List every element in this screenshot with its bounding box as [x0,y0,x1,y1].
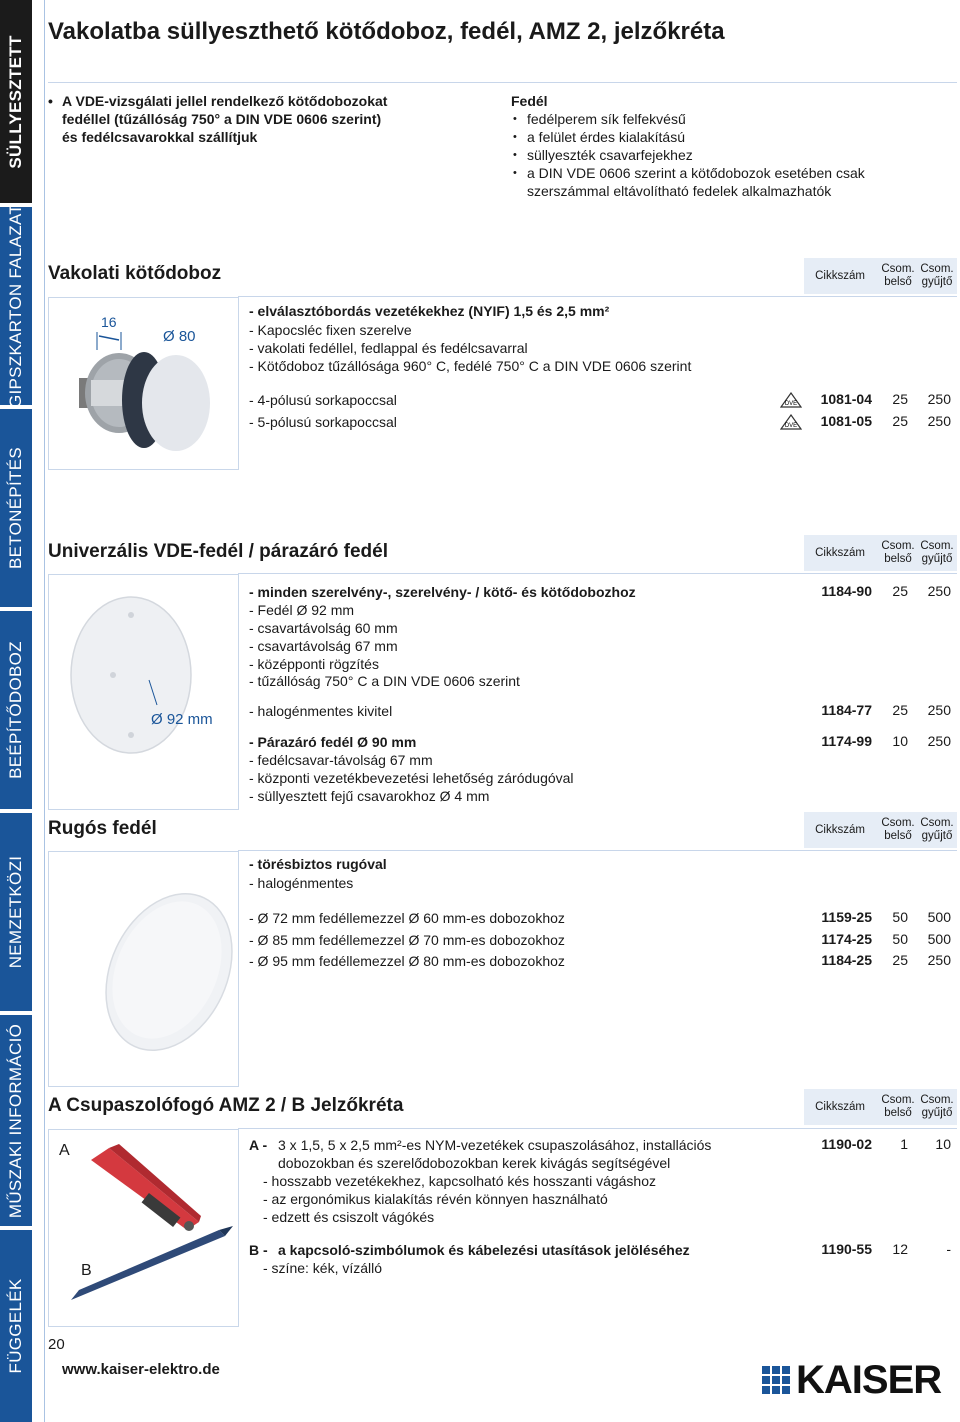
spec-line: - csavartávolság 67 mm [249,638,398,654]
image-label-a: A [59,1142,70,1159]
header-csom-belso [880,263,916,289]
item-prefix: A - [249,1137,268,1153]
kaiser-logo [762,1358,942,1407]
fedel-heading: Fedél [511,93,548,109]
item-prefix: B - [249,1242,268,1258]
feature-item: • süllyeszték csavarfejekhez [511,146,951,164]
spec-line: a kapcsoló-szimbólumok és kábelezési utasítások jelöléséhez [278,1242,690,1258]
header-cikkszam: Cikkszám [815,270,865,282]
product-image-rugos-fedel [48,851,239,1087]
article-code: 1159-25 [821,909,872,925]
section-title-univerzalis-fedel: Univerzális VDE-fedél / párazáró fedél [48,541,389,562]
spec-line: - az ergonómikus kialakítás révén könnyen használható [263,1191,608,1207]
spec-line: - színe: kék, vízálló [263,1260,383,1276]
pack-outer: 250 [927,583,951,599]
image-label-b: B [81,1262,92,1279]
spring-cover-illustration [49,852,238,1086]
spec-line: - Kötődoboz tűzállósága 960° C, fedélé 750° C a DIN VDE 0606 szerint [249,358,692,374]
article-code: 1174-99 [821,733,872,749]
feature-item: • fedélperem sík felfekvésű [511,110,951,128]
product-image-kotodoboz [48,297,239,470]
pack-inner: 25 [892,391,908,407]
tab-label: FÜGGELÉK [6,1278,25,1374]
product-row-text: - Ø 95 mm fedéllemezzel Ø 80 mm-es dobozokhoz [249,953,565,969]
cover-illustration [49,575,238,809]
article-code: 1081-05 [820,413,872,429]
page-title: Vakolatba süllyeszthető kötődoboz, fedél, AMZ 2, jelzőkréta [48,18,725,45]
article-code: 1081-04 [820,391,872,407]
article-code: 1184-25 [821,952,872,968]
pack-outer: 10 [935,1136,951,1152]
product-image-fogo-kreta [48,1129,239,1327]
tab-beepitodoboz[interactable] [0,611,32,809]
spec-line: - törésbiztos rugóval [249,856,387,872]
spec-line: - vakolati fedéllel, fedlappal és fedélcsavarral [249,340,528,356]
junction-box-illustration [49,298,238,469]
product-row-text: - halogénmentes kivitel [249,703,393,719]
tab-fuggelek[interactable] [0,1230,32,1422]
spec-line: - edzett és csiszolt vágókés [263,1209,435,1225]
pack-outer: - [946,1241,951,1257]
section-divider [238,850,957,851]
header-text: Csom. [920,263,954,275]
spec-line: - halogénmentes [249,875,354,891]
header-text: belső [884,1107,912,1119]
intro-text [48,92,462,146]
section-divider [238,1128,957,1129]
section-title-vakolati-kotodoboz: Vakolati kötődoboz [48,263,222,284]
header-csom-gyujto [917,540,957,566]
header-csom-belso [880,540,916,566]
tab-sullyesztett[interactable] [0,0,32,203]
intro-line: és fedélcsavarokkal szállítjuk [62,129,258,145]
pack-outer: 500 [927,909,951,925]
tab-betonepites[interactable] [0,409,32,607]
feature-item: • a felület érdes kialakítású [511,128,951,146]
header-cikkszam: Cikkszám [815,1101,865,1113]
website-link[interactable]: www.kaiser-elektro.de [62,1361,220,1378]
header-text: gyűjtő [921,276,953,288]
tab-gipszkarton[interactable] [0,203,32,409]
pack-outer: 500 [927,931,951,947]
header-csom-belso [880,1094,916,1120]
intro-line: fedéllel (tűzállóság 750° a DIN VDE 0606 szerint) [62,111,382,127]
logo-text: KAISER [796,1358,942,1402]
pack-outer: 250 [927,391,951,407]
spec-line: 3 x 1,5, 5 x 2,5 mm²-es NYM-vezetékek csupaszolásához, installációs [278,1137,712,1153]
header-csom-belso [880,817,916,843]
page-number: 20 [48,1336,65,1353]
diameter-label: Ø 80 [163,328,196,345]
tab-label: NEMZETKÖZI [6,855,25,969]
header-text: gyűjtő [921,553,953,565]
pack-outer: 250 [927,733,951,749]
pack-inner: 50 [892,931,908,947]
tab-label: BETONÉPÍTÉS [6,446,25,570]
section-divider [238,573,957,574]
pack-inner: 25 [892,952,908,968]
spec-line: - középponti rögzítés [249,656,379,672]
header-text: Csom. [881,817,915,829]
tab-label: BEÉPÍTŐDOBOZ [6,641,25,779]
section-title-rugos-fedel: Rugós fedél [48,818,157,839]
header-csom-gyujto [917,263,957,289]
feature-item-continued: szerszámmal eltávolítható fedelek alkalmazhatók [527,183,832,199]
spec-line: - elválasztóbordás vezetékekhez (NYIF) 1,5 és 2,5 mm² [249,303,610,319]
pack-inner: 25 [892,702,908,718]
section-divider [238,296,957,297]
pack-inner: 12 [892,1241,908,1257]
side-navigation [0,0,32,1422]
left-divider [44,0,45,1422]
svg-text:DVE: DVE [784,423,798,429]
svg-text:DVE: DVE [784,401,798,407]
tab-label: GIPSZKARTON FALAZAT [6,203,25,409]
header-cikkszam: Cikkszám [815,547,865,559]
article-code: 1174-25 [821,931,872,947]
header-text: Csom. [881,1094,915,1106]
fedel-features [511,92,951,200]
section-title-csupaszolofogo: A Csupaszolófogó AMZ 2 / B Jelzőkréta [48,1095,404,1116]
article-code: 1184-90 [821,583,872,599]
header-csom-gyujto [917,1094,957,1120]
spec-line: - csavartávolság 60 mm [249,620,398,636]
pack-outer: 250 [927,952,951,968]
pack-outer: 250 [927,702,951,718]
pack-outer: 250 [927,413,951,429]
tab-label: MŰSZAKI INFORMÁCIÓ [6,1023,25,1218]
header-cikkszam: Cikkszám [815,824,865,836]
pack-inner: 25 [892,583,908,599]
vde-mark-icon [780,414,802,430]
spec-line: - Fedél Ø 92 mm [249,602,355,618]
pack-inner: 50 [892,909,908,925]
spec-line: - fedélcsavar-távolság 67 mm [249,752,433,768]
spec-line: - tűzállóság 750° C a DIN VDE 0606 szerint [249,673,520,689]
article-code: 1184-77 [821,702,872,718]
product-row-text: - minden szerelvény-, szerelvény- / kötő- és kötődobozhoz [249,584,636,600]
tab-muszaki-informacio[interactable] [0,1015,32,1226]
tools-illustration [49,1130,238,1326]
article-code: 1190-02 [821,1136,872,1152]
spec-line: - központi vezetékbevezetési lehetőség záródugóval [249,770,574,786]
product-row-text: - Ø 85 mm fedéllemezzel Ø 70 mm-es dobozokhoz [249,932,565,948]
pack-inner: 10 [892,733,908,749]
diameter-label: Ø 92 mm [151,711,213,728]
bullet-icon: • [48,93,53,109]
header-text: Csom. [920,540,954,552]
tab-nemzetkozi[interactable] [0,813,32,1011]
header-text: Csom. [881,540,915,552]
product-row-text: - 4-pólusú sorkapoccsal [249,392,397,408]
spec-line: - süllyesztett fejű csavarokhoz Ø 4 mm [249,788,490,804]
article-code: 1190-55 [821,1241,872,1257]
product-row-text: - 5-pólusú sorkapoccsal [249,414,397,430]
vde-mark-icon [780,392,802,408]
header-text: gyűjtő [921,830,953,842]
spec-line: - Kapocsléc fixen szerelve [249,322,412,338]
header-text: Csom. [881,263,915,275]
product-row-text: - Ø 72 mm fedéllemezzel Ø 60 mm-es dobozokhoz [249,910,565,926]
dimension-label: 16 [101,314,117,330]
header-csom-gyujto [917,817,957,843]
header-text: belső [884,830,912,842]
header-text: Csom. [920,1094,954,1106]
header-text: gyűjtő [921,1107,953,1119]
header-text: Csom. [920,817,954,829]
pack-inner: 1 [900,1136,908,1152]
intro-line: A VDE-vizsgálati jellel rendelkező kötődobozokat [62,93,388,109]
tab-label: SÜLLYESZTETT [6,34,25,169]
top-divider [48,82,957,83]
product-row-text: - Párazáró fedél Ø 90 mm [249,734,417,750]
feature-item: • a DIN VDE 0606 szerint a kötődobozok esetében csak [511,164,951,182]
pack-inner: 25 [892,413,908,429]
product-image-vde-fedel [48,574,239,810]
header-text: belső [884,276,912,288]
spec-line: - hosszabb vezetékekhez, kapcsolható kés hosszanti vágáshoz [263,1173,657,1189]
spec-line: dobozokban és szerelődobozokban kerek kivágás segítségével [278,1155,671,1171]
header-text: belső [884,553,912,565]
